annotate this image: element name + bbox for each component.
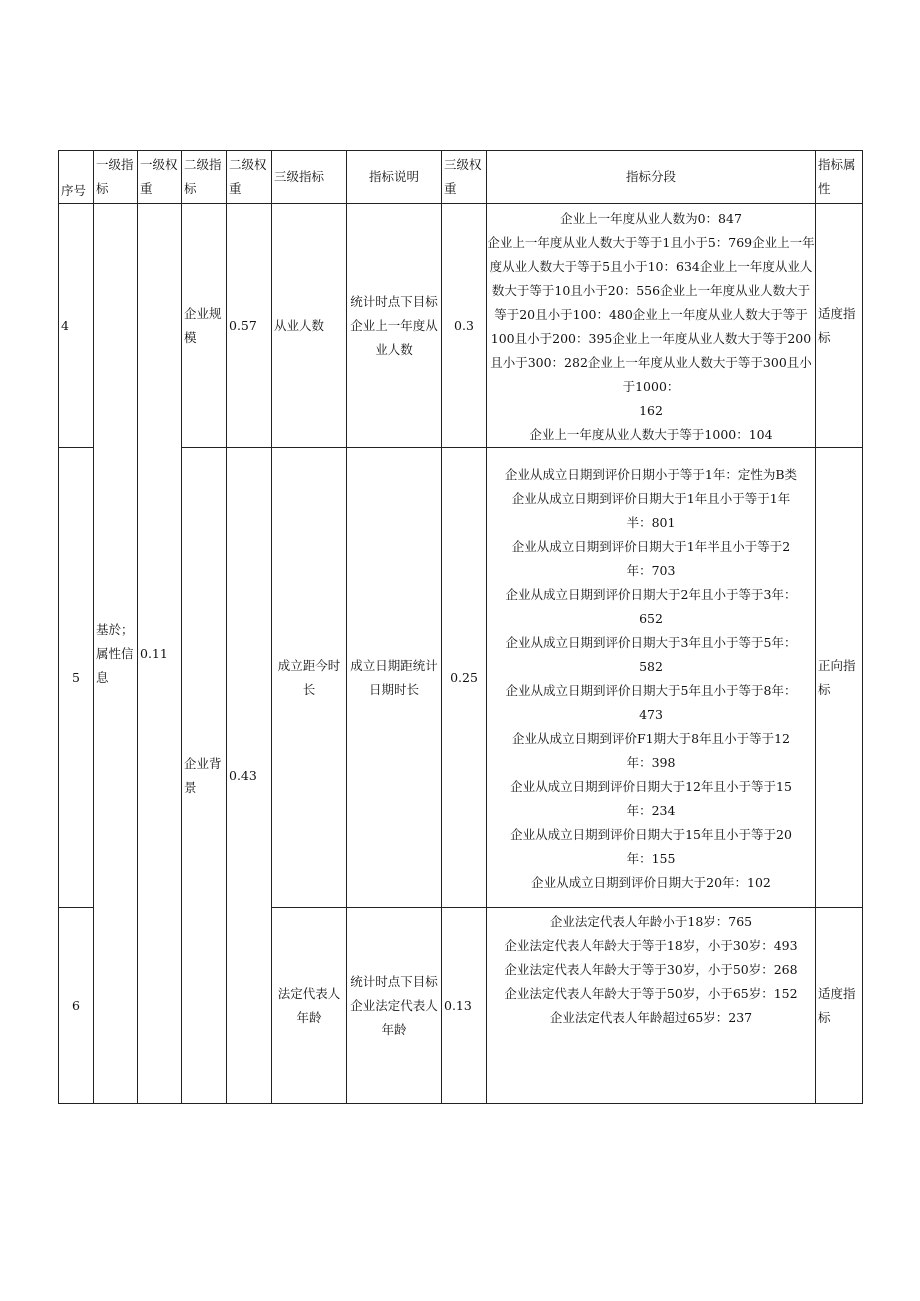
segment-line: 企业法定代表人年龄大于等于18岁，小于30岁：493 bbox=[504, 938, 798, 953]
attribute-cell: 正向指标 bbox=[816, 448, 863, 908]
attribute-cell: 适度指标 bbox=[816, 908, 863, 1104]
level2-weight-cell: 0.57 bbox=[227, 204, 272, 448]
segment-line: 652 bbox=[639, 610, 663, 626]
header-row bbox=[59, 151, 863, 204]
segment-line: 企业从成立日期到评价日期大于1年且小于等于1年 bbox=[511, 490, 791, 506]
description-cell: 统计时点下目标企业上一年度从业人数 bbox=[347, 204, 442, 448]
level3-name-cell: 从业人数 bbox=[272, 204, 347, 448]
header-level3-weight: 三级权重 bbox=[442, 151, 487, 204]
segment-line: 企业法定代表人年龄超过65岁：237 bbox=[549, 1010, 753, 1025]
level3-weight-cell: 0.13 bbox=[442, 908, 487, 1104]
segment-line: 企业法定代表人年龄大于等于50岁，小于65岁：152 bbox=[504, 986, 798, 1001]
segment-line: 年：155 bbox=[626, 850, 676, 866]
header-level2-name: 二级指标 bbox=[182, 151, 227, 204]
level1-weight-cell: 0.11 bbox=[138, 204, 182, 1104]
description-cell: 统计时点下目标企业法定代表人年龄 bbox=[347, 908, 442, 1104]
header-segments: 指标分段 bbox=[487, 151, 816, 204]
level3-weight-cell: 0.25 bbox=[442, 448, 487, 908]
segment-line: 企业从成立日期到评价日期大于1年半且小于等于2 bbox=[511, 538, 791, 554]
segment-line: 年：398 bbox=[626, 754, 676, 770]
segment-line: 企业从成立日期到评价F1期大于8年且小于等于12 bbox=[512, 730, 790, 746]
level2-name-cell: 企业背景 bbox=[182, 448, 227, 1104]
seq-cell: 5 bbox=[59, 448, 94, 908]
segment-line: 企业从成立日期到评价日期大于20年：102 bbox=[531, 874, 771, 890]
segment-line: 企业上一年度从业人数大于等于1000：104 bbox=[529, 426, 773, 442]
level2-name-cell: 企业规模 bbox=[182, 204, 227, 448]
segment-line: 企业从成立日期到评价日期小于等于1年：定性为B类 bbox=[504, 466, 798, 482]
level1-name-cell: 基於；属性信息 bbox=[94, 204, 138, 1104]
level3-name-cell: 法定代表人年龄 bbox=[272, 908, 347, 1104]
segment-line: 企业上一年度从业人数为0：847 bbox=[560, 210, 742, 226]
segments-cell bbox=[487, 448, 816, 908]
segments-cell bbox=[487, 204, 816, 448]
segment-line: 年：703 bbox=[626, 562, 676, 578]
segment-line: 企业法定代表人年龄大于等于30岁，小于50岁：268 bbox=[504, 962, 798, 977]
seq-cell: 4 bbox=[59, 204, 94, 448]
segment-line: 162 bbox=[639, 402, 663, 418]
segment-line: 企业从成立日期到评价日期大于3年且小于等于5年： bbox=[505, 634, 797, 650]
level3-name-cell: 成立距今时长 bbox=[272, 448, 347, 908]
segments-cell bbox=[487, 908, 816, 1104]
segment-line: 年：234 bbox=[626, 802, 676, 818]
level2-weight-cell: 0.43 bbox=[227, 448, 272, 1104]
segment-line: 企业从成立日期到评价日期大于2年且小于等于3年： bbox=[505, 586, 797, 602]
segment-line: 企业从成立日期到评价日期大于15年且小于等于20 bbox=[510, 826, 792, 842]
segment-line: 企业从成立日期到评价日期大于5年且小于等于8年： bbox=[505, 682, 797, 698]
header-description: 指标说明 bbox=[347, 151, 442, 204]
table-row bbox=[59, 204, 863, 448]
level3-weight-cell: 0.3 bbox=[442, 204, 487, 448]
segment-line: 企业上一年度从业人数大于等于1且小于5：769企业上一年度从业人数大于等于5且小于10：634企业上一年度从业人数大于等于10且小于20：556企业上一年度从业人数大于等于20且小于100：480企业上一年度从业人数大于等于100且小于200：395企业上一年度从业人数大于等于200且小于300：282企业上一年度从业人数大于等于300且小于1000： bbox=[487, 234, 815, 394]
seq-cell: 6 bbox=[59, 908, 94, 1104]
segment-line: 半：801 bbox=[626, 514, 676, 530]
header-level1-name: 一级指标 bbox=[94, 151, 138, 204]
attribute-cell: 适度指标 bbox=[816, 204, 863, 448]
segment-line: 企业从成立日期到评价日期大于12年且小于等于15 bbox=[510, 778, 792, 794]
header-level1-weight: 一级权重 bbox=[138, 151, 182, 204]
segment-line: 473 bbox=[639, 706, 663, 722]
segment-line: 582 bbox=[639, 658, 663, 674]
header-seq: 序号 bbox=[59, 151, 94, 204]
description-cell: 成立日期距统计日期时长 bbox=[347, 448, 442, 908]
indicator-table bbox=[58, 150, 863, 1104]
header-level2-weight: 二级权重 bbox=[227, 151, 272, 204]
header-level3-name: 三级指标 bbox=[272, 151, 347, 204]
segment-line: 企业法定代表人年龄小于18岁：765 bbox=[549, 914, 753, 929]
header-attribute: 指标属性 bbox=[816, 151, 863, 204]
